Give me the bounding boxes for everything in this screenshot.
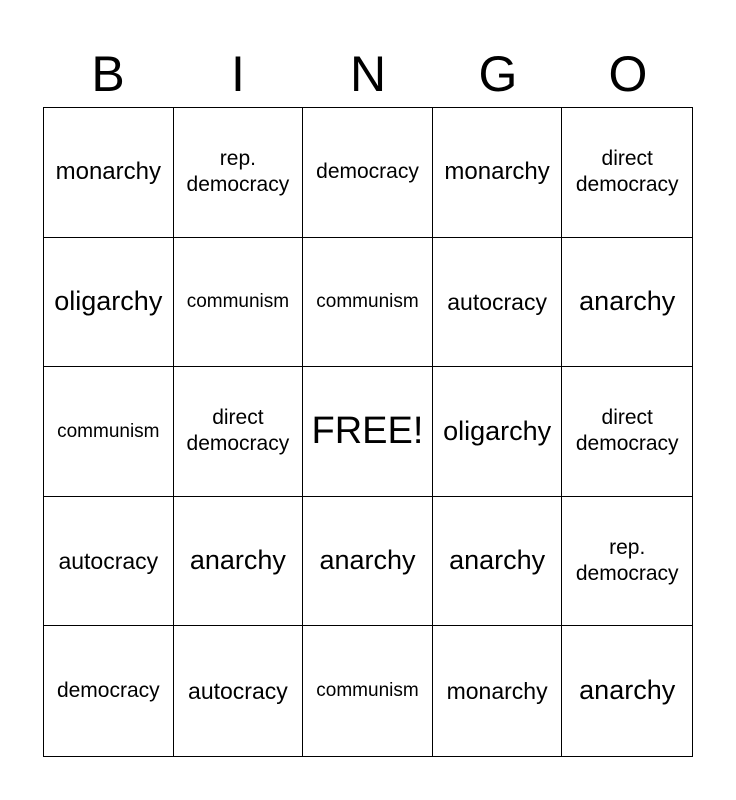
bingo-cell-r3-c2[interactable] (174, 367, 304, 497)
cell-text: monarchy (55, 158, 161, 186)
bingo-cell-r3-c5[interactable] (562, 367, 692, 497)
cell-text: communism (57, 420, 160, 442)
bingo-cell-r4-c2[interactable] (174, 497, 304, 627)
bingo-cell-r1-c5[interactable] (562, 108, 692, 238)
bingo-cell-r1-c2[interactable] (174, 108, 304, 238)
bingo-cell-r1-c3[interactable] (303, 108, 433, 238)
bingo-cell-r4-c4[interactable] (433, 497, 563, 627)
cell-text: oligarchy (54, 286, 163, 317)
bingo-cell-r2-c5[interactable] (562, 238, 692, 368)
bingo-cell-r4-c1[interactable] (44, 497, 174, 627)
cell-text: direct democracy (186, 406, 290, 456)
bingo-cell-r3-c3-free[interactable] (303, 367, 433, 497)
cell-text: autocracy (188, 677, 288, 704)
bingo-cell-r1-c1[interactable] (44, 108, 174, 238)
free-space-label: FREE! (311, 409, 424, 452)
cell-text: rep. democracy (186, 147, 290, 197)
bingo-cell-r4-c3[interactable] (303, 497, 433, 627)
bingo-cell-r2-c4[interactable] (433, 238, 563, 368)
bingo-cell-r5-c1[interactable] (44, 626, 174, 756)
cell-text: oligarchy (443, 415, 552, 446)
header-letter-n: N (349, 46, 387, 102)
cell-text: anarchy (579, 286, 676, 317)
bingo-card-grid (43, 107, 693, 757)
cell-text: democracy (56, 679, 160, 703)
cell-text: direct democracy (575, 147, 679, 197)
header-letter-g: G (478, 46, 518, 102)
bingo-header (43, 44, 693, 104)
bingo-cell-r2-c3[interactable] (303, 238, 433, 368)
cell-text: autocracy (58, 547, 159, 574)
cell-text: monarchy (446, 677, 548, 704)
bingo-cell-r1-c4[interactable] (433, 108, 563, 238)
bingo-cell-r4-c5[interactable] (562, 497, 692, 627)
bingo-cell-r3-c1[interactable] (44, 367, 174, 497)
cell-text: democracy (316, 160, 419, 184)
cell-text: direct democracy (575, 406, 679, 456)
bingo-cell-r2-c1[interactable] (44, 238, 174, 368)
cell-text: anarchy (449, 545, 546, 576)
bingo-cell-r5-c2[interactable] (174, 626, 304, 756)
cell-text: anarchy (189, 545, 286, 576)
header-letter-o: O (608, 46, 648, 102)
cell-text: monarchy (444, 158, 550, 186)
header-letter-i: I (231, 46, 245, 102)
cell-text: rep. democracy (575, 535, 679, 586)
bingo-cell-r3-c4[interactable] (433, 367, 563, 497)
cell-text: communism (316, 291, 419, 313)
header-letter-b: B (91, 46, 125, 102)
cell-text: anarchy (579, 675, 676, 706)
cell-text: communism (186, 291, 290, 313)
bingo-cell-r2-c2[interactable] (174, 238, 304, 368)
cell-text: anarchy (319, 545, 416, 576)
cell-text: autocracy (447, 288, 547, 315)
bingo-cell-r5-c4[interactable] (433, 626, 563, 756)
bingo-cell-r5-c5[interactable] (562, 626, 692, 756)
bingo-cell-r5-c3[interactable] (303, 626, 433, 756)
cell-text: communism (316, 680, 419, 702)
